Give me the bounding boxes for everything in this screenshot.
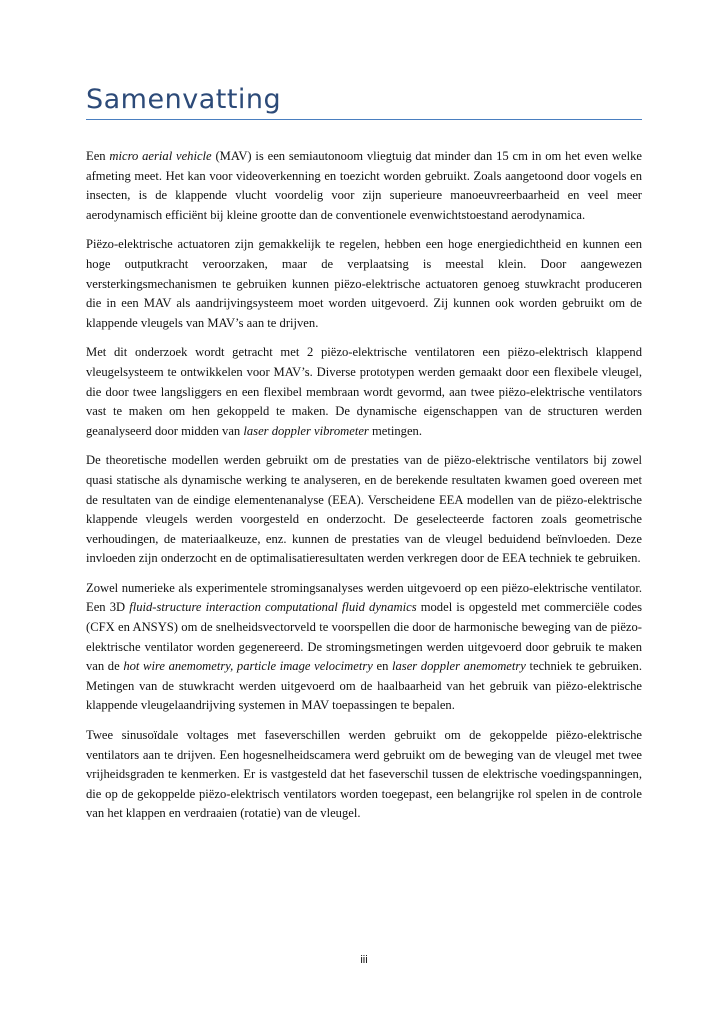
paragraph: [86, 579, 642, 716]
paragraph: [86, 726, 642, 824]
text-run: metingen.: [368, 423, 422, 438]
italic-term: micro aerial vehicle: [109, 149, 212, 163]
italic-term: fluid-structure interaction computational fluid dynamics: [129, 600, 417, 615]
text-run: Piëzo-elektrische actuatoren zijn gemakkelijk te regelen, hebben een hoge energiedichtheid en kunnen een hoge outputkracht veroorzaken, maar de verplaatsing is meestal klein. Door aangewezen versterkingsmechanismen te gebruiken kunnen piëzo-elektrische actuatoren genoeg stuwkracht produceren die in een MAV als aandrijvingsysteem moet worden uitgevoerd. Zij kunnen ook worden gebruikt om de klappende vleugels van MAV’s aan te drijven.: [86, 237, 642, 330]
paragraph: [86, 451, 642, 569]
text-run: Twee sinusoïdale voltages met faseverschillen werden gebruikt om de gekoppelde piëzo-elektrische ventilators aan te drijven. Een hogesnelheidscamera werd gebruikt om de beweging van de vleugel met twee vrijheidsgraden te kenmerken. Er is vastgesteld dat het faseverschil tussen de elektrische voedingspanningen, die op de gekoppelde piëzo-elektrisch ventilators worden toegepast, een belangrijke rol spelen in de controle van het klappen en verdraaien (rotatie) van de vleugel.: [86, 728, 642, 821]
text-run: Een: [86, 149, 110, 163]
page-number: iii: [360, 954, 368, 966]
text-run: Zowel numerieke als experimentele stromingsanalyses werden uitgevoerd op een piëzo-elektrische ventilator. Een 3D: [86, 580, 642, 615]
italic-term: laser doppler vibrometer: [243, 423, 369, 438]
text-run: techniek te gebruiken. Metingen van de stuwkracht werden uitgevoerd om de haalbaarheid van het gebruik van piëzo-elektrische klappende vleugelaandrijving systemen in MAV toepassingen te bepalen.: [86, 659, 642, 713]
body-text: [86, 147, 642, 834]
paragraph: [86, 147, 642, 225]
text-run: model is opgesteld met commerciële codes (CFX en ANSYS) om de snelheidsvectorveld te voorspellen die door de harmonische beweging van de piëzo-elektrische ventilator worden gegenereerd. De stromingsmetingen werden uitgevoerd door gebruik te maken van de: [86, 600, 642, 674]
text-run: en: [372, 659, 392, 674]
paragraph: [86, 343, 642, 441]
italic-term: hot wire anemometry, particle image velocimetry: [123, 659, 373, 674]
text-run: (MAV) is een semiautonoom vliegtuig dat minder dan 15 cm in om het even welke afmeting meet. Het kan voor videoverkenning en toezicht worden gebruikt. Zoals aangetoond door vogels en insecten, is de klappende vlucht voordelig voor zijn superieure manoeuvreerbaarheid en veel meer aerodynamisch efficiënt bij kleine grootte dan de conventionele evenwichtstoestand aerodynamica.: [86, 149, 642, 222]
paragraph: [86, 235, 642, 333]
text-run: Met dit onderzoek wordt getracht met 2 piëzo-elektrische ventilatoren een piëzo-elektrisch klappend vleugelsysteem te ontwikkelen voor MAV’s. Diverse prototypen werden gemaakt door een flexibele vleugel, die door twee langsliggers en een flexibel membraan wordt gevormd, aan twee piëzo-elektrische ventilators vast te maken om hen gekoppeld te maken. De dynamische eigenschappen van de structuren werden geanalyseerd door midden van: [86, 345, 642, 438]
italic-term: laser doppler anemometry: [392, 659, 526, 674]
page-heading: Samenvatting: [86, 84, 642, 120]
text-run: De theoretische modellen werden gebruikt om de prestaties van de piëzo-elektrische ventilators bij zowel quasi statische als dynamische werking te analyseren, en de berekende resultaten kwamen goed overeen met de resultaten van de eindige elementenanalyse (EEA). Verscheidene EEA modellen van de piëzo-elektrische klappende vleugels werden voorgesteld en onderzocht. De geselecteerde factoren zoals geometrische verhoudingen, de materiaalkeuze, enz. kunnen de prestaties van de vleugel beduidend beïnvloeden. Deze invloeden zijn onderzocht en de optimalisatieresultaten werden verkregen door de EEA techniek te gebruiken.: [86, 453, 642, 566]
